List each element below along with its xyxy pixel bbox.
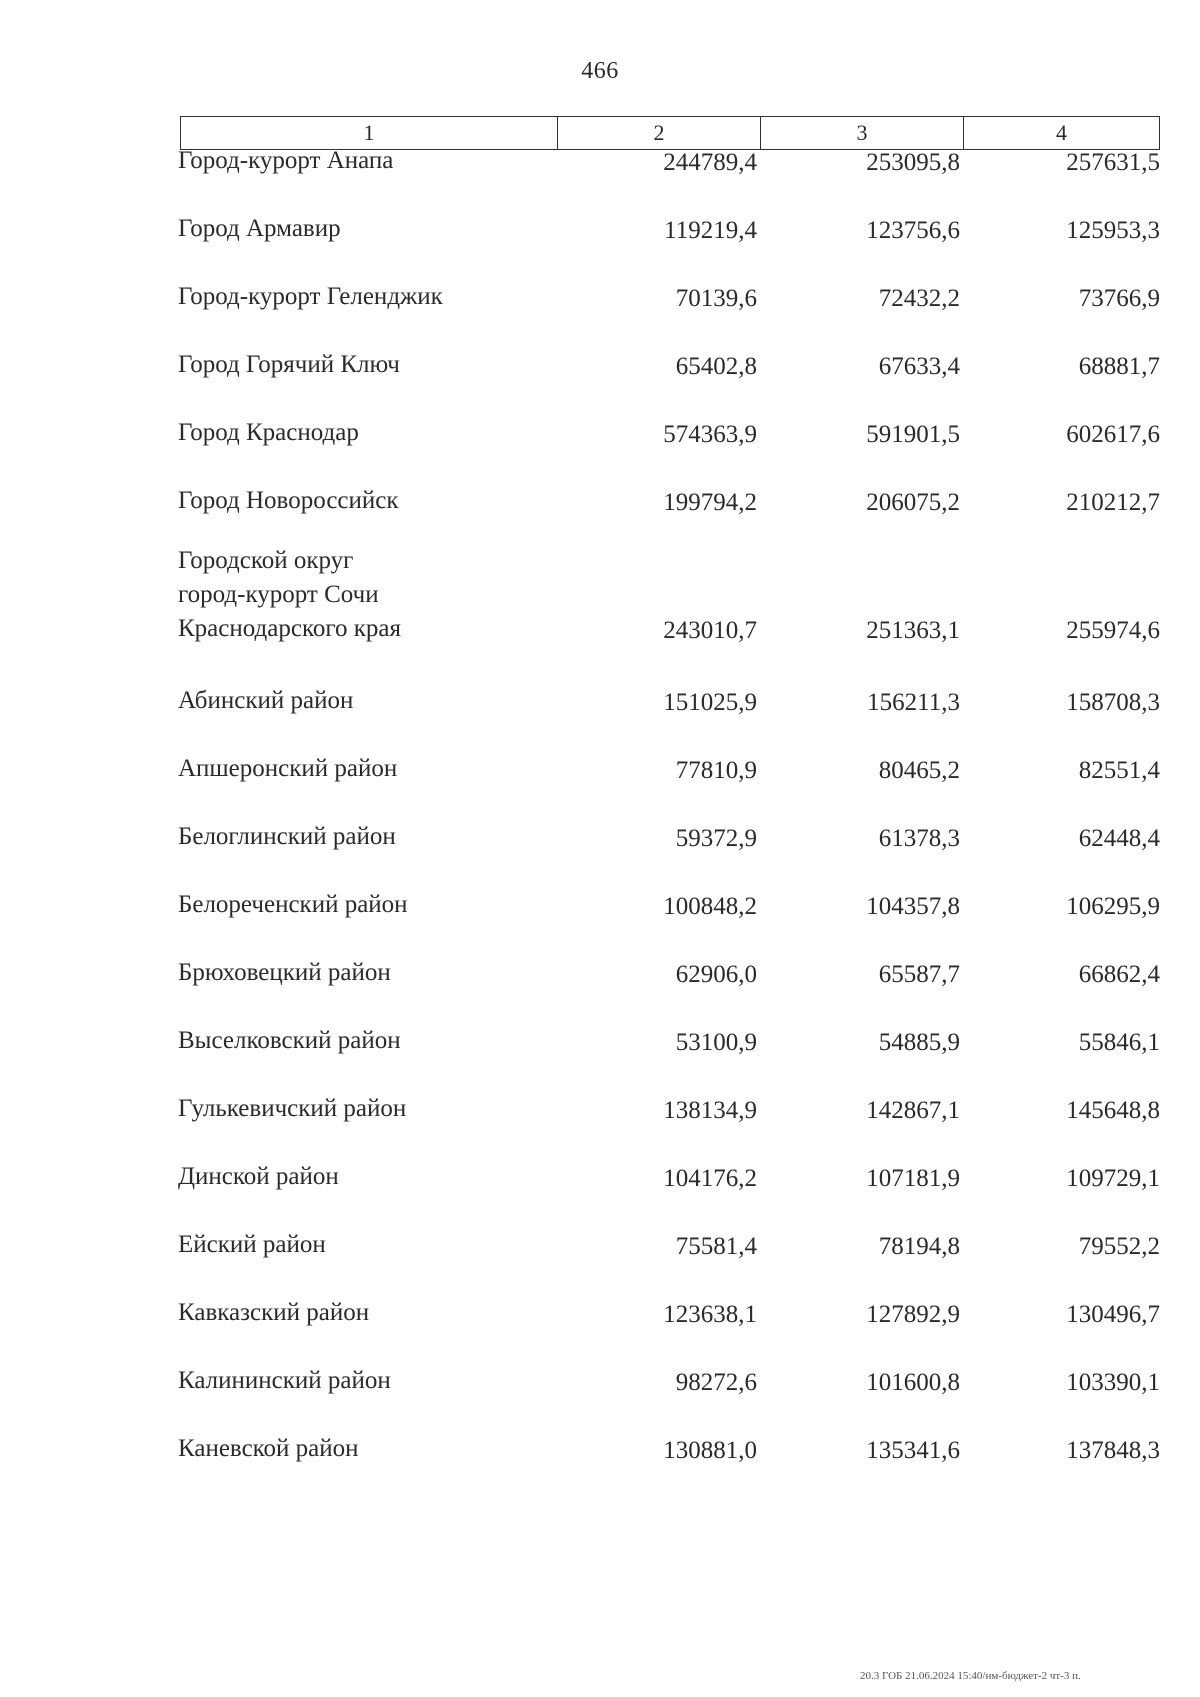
- row-name: Ейский район: [178, 1231, 326, 1258]
- row-value-col-3: 65587,7: [878, 961, 960, 988]
- row-value-col-4: 73766,9: [1078, 285, 1160, 312]
- row-value-col-4: 103390,1: [1066, 1369, 1160, 1396]
- row-value-col-3: 107181,9: [866, 1165, 960, 1192]
- row-value-col-4: 109729,1: [1066, 1165, 1160, 1192]
- row-name: Выселковский район: [178, 1027, 401, 1054]
- row-value-col-2: 62906,0: [675, 961, 757, 988]
- row-value-col-3: 67633,4: [878, 353, 960, 380]
- row-value-col-2: 244789,4: [663, 149, 757, 176]
- row-name: Кавказский район: [178, 1299, 370, 1326]
- row-value-col-4: 158708,3: [1066, 689, 1160, 716]
- row-value-col-2: 574363,9: [663, 421, 757, 448]
- row-value-col-3: 80465,2: [878, 757, 960, 784]
- row-value-col-4: 68881,7: [1078, 353, 1160, 380]
- row-value-col-3: 156211,3: [867, 689, 960, 716]
- column-header-4: 4: [1056, 120, 1067, 145]
- row-value-col-4: 66862,4: [1078, 961, 1160, 988]
- column-header-1: 1: [181, 117, 558, 149]
- row-value-col-2: 123638,1: [663, 1301, 757, 1328]
- row-value-col-4: 255974,6: [1066, 617, 1160, 644]
- row-value-col-2: 65402,8: [675, 353, 757, 380]
- row-value-col-2: 130881,0: [663, 1437, 757, 1464]
- row-value-col-2: 77810,9: [675, 757, 757, 784]
- row-value-col-3: 61378,3: [878, 825, 960, 852]
- row-name: Динской район: [178, 1163, 339, 1190]
- row-value-col-3: 142867,1: [866, 1097, 960, 1124]
- row-value-col-2: 75581,4: [675, 1233, 757, 1260]
- row-value-col-2: 53100,9: [675, 1029, 757, 1056]
- row-value-col-3: 127892,9: [866, 1301, 960, 1328]
- row-value-col-4: 125953,3: [1066, 217, 1160, 244]
- row-value-col-4: 55846,1: [1078, 1029, 1160, 1056]
- row-value-col-2: 100848,2: [663, 893, 757, 920]
- row-value-col-3: 251363,1: [866, 617, 960, 644]
- row-value-col-4: 137848,3: [1066, 1437, 1160, 1464]
- row-name: Белореченский район: [178, 891, 408, 918]
- row-value-col-3: 135341,6: [866, 1437, 960, 1464]
- row-name: Город Армавир: [178, 215, 341, 242]
- row-name: Абинский район: [178, 687, 354, 714]
- row-value-col-3: 253095,8: [866, 149, 960, 176]
- row-name: Город Краснодар: [178, 419, 359, 446]
- row-name: Город-курорт Геленджик: [178, 283, 443, 310]
- row-value-col-2: 199794,2: [663, 489, 757, 516]
- row-value-col-4: 106295,9: [1066, 893, 1160, 920]
- row-value-col-3: 78194,8: [878, 1233, 960, 1260]
- row-value-col-3: 104357,8: [866, 893, 960, 920]
- row-name: Город Горячий Ключ: [178, 351, 400, 378]
- row-value-col-2: 104176,2: [663, 1165, 757, 1192]
- page-number: 466: [581, 58, 619, 84]
- row-name: Каневской район: [178, 1435, 359, 1462]
- column-header-3: 3: [761, 117, 964, 149]
- row-value-col-2: 138134,9: [663, 1097, 757, 1124]
- row-value-col-3: 206075,2: [866, 489, 960, 516]
- row-name: Городской округ город-курорт Сочи Краснодарского края: [178, 547, 401, 642]
- row-value-col-2: 119219,4: [664, 217, 757, 244]
- row-value-col-2: 151025,9: [663, 689, 757, 716]
- row-name: Брюховецкий район: [178, 959, 391, 986]
- row-value-col-2: 59372,9: [675, 825, 757, 852]
- row-name: Белоглинский район: [178, 823, 396, 850]
- row-name: Гулькевичский район: [178, 1095, 407, 1122]
- row-value-col-3: 101600,8: [866, 1369, 960, 1396]
- row-name: Город Новороссийск: [178, 487, 399, 514]
- row-value-col-4: 62448,4: [1078, 825, 1160, 852]
- row-value-col-4: 82551,4: [1078, 757, 1160, 784]
- row-value-col-3: 123756,6: [866, 217, 960, 244]
- row-value-col-2: 243010,7: [663, 617, 757, 644]
- row-value-col-2: 70139,6: [675, 285, 757, 312]
- row-value-col-4: 602617,6: [1066, 421, 1160, 448]
- footer-stamp: 20.3 ГОБ 21.06.2024 15:40/нм-бюджет-2 чт-3 п.: [860, 1670, 1081, 1682]
- row-value-col-3: 54885,9: [878, 1029, 960, 1056]
- row-value-col-3: 72432,2: [878, 285, 960, 312]
- row-value-col-4: 130496,7: [1066, 1301, 1160, 1328]
- row-value-col-3: 591901,5: [866, 421, 960, 448]
- row-name: Город-курорт Анапа: [178, 147, 394, 174]
- row-value-col-4: 257631,5: [1066, 149, 1160, 176]
- row-value-col-4: 210212,7: [1066, 489, 1160, 516]
- column-header-2: 2: [558, 117, 761, 149]
- row-value-col-2: 98272,6: [675, 1369, 757, 1396]
- row-name: Апшеронский район: [178, 755, 398, 782]
- row-value-col-4: 145648,8: [1066, 1097, 1160, 1124]
- row-name: Калининский район: [178, 1367, 391, 1394]
- row-value-col-4: 79552,2: [1078, 1233, 1160, 1260]
